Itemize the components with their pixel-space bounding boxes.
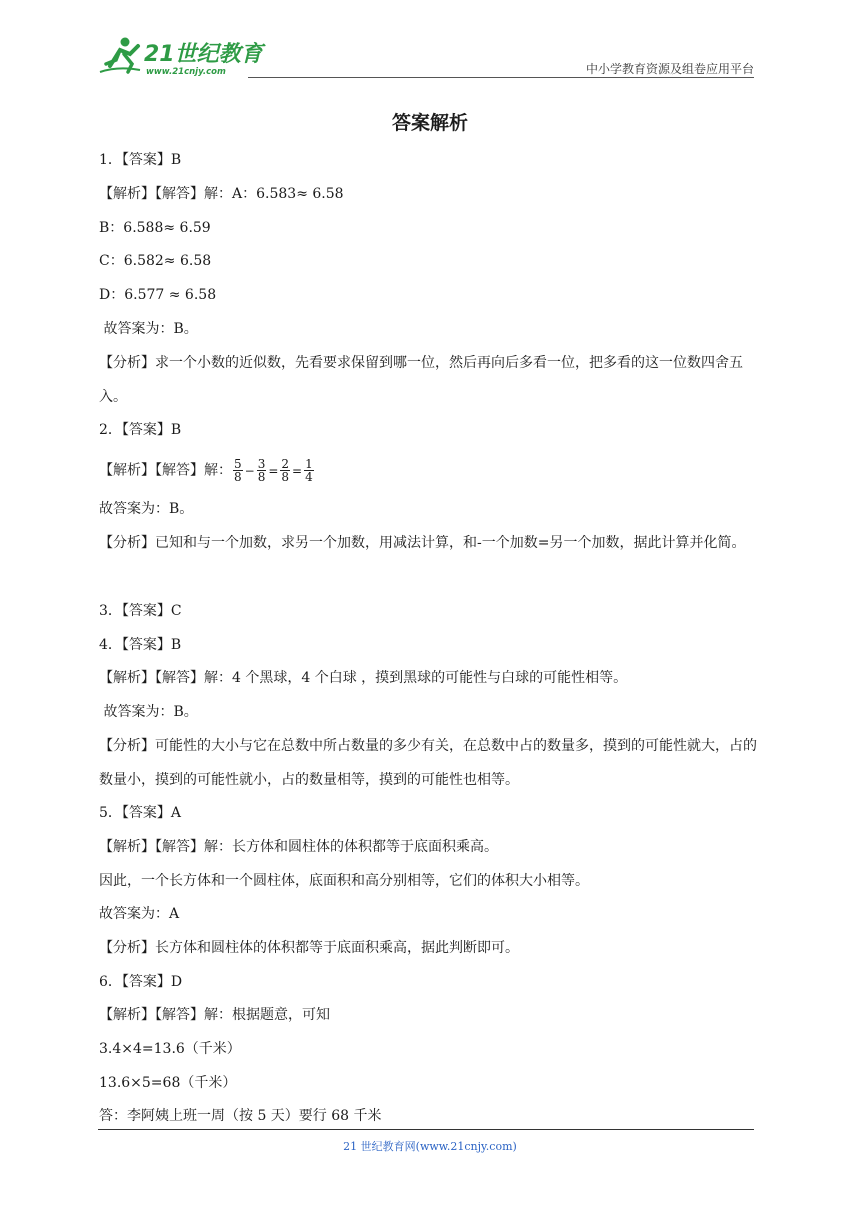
analysis-6-line: 【解析】【解答】解：根据题意，可知 xyxy=(99,1007,330,1023)
method-4: 【分析】可能性的大小与它在总数中所占数量的多少有关，在总数中占的数量多，摸到的可能性就大，占的数量小，摸到的可能性就小，占的数量相等，摸到的可能性也相等。 xyxy=(99,738,757,788)
page-header xyxy=(98,30,754,78)
fraction-1-4: $\frac{1}{4}$ xyxy=(305,457,313,484)
fraction-3-8: $\frac{3}{8}$ xyxy=(257,457,266,484)
conclusion-2: 故答案为：B。 xyxy=(99,501,194,517)
svg-text:www.21cnjy.com: www.21cnjy.com xyxy=(146,67,226,76)
equals-sign: = xyxy=(268,463,279,478)
conclusion-4: 故答案为：B。 xyxy=(99,704,198,720)
analysis-2-line xyxy=(99,458,315,483)
answer-4-line: 4．【答案】B xyxy=(99,637,182,653)
footer-link[interactable]: 21 世纪教育网(www.21cnjy.com) xyxy=(343,1140,517,1153)
method-2: 【分析】已知和与一个加数，求另一个加数，用减法计算，和-一个加数=另一个加数，据此计算并化简。 xyxy=(99,535,746,551)
fraction-expression xyxy=(232,458,315,483)
analysis-4-line: 【解析】【解答】解：4 个黑球，4 个白球 ，摸到黑球的可能性与白球的可能性相等。 xyxy=(99,670,628,686)
analysis-5-cont: 因此，一个长方体和一个圆柱体，底面积和高分别相等，它们的体积大小相等。 xyxy=(99,873,589,889)
header-divider xyxy=(248,77,754,78)
answer-1-line: 1．【答案】B xyxy=(99,152,182,168)
equals-sign-2: = xyxy=(292,463,303,478)
answer-6-line: 6．【答案】D xyxy=(99,974,183,990)
analysis-1-line: 【解析】【解答】解：A：6.583≈ 6.58 xyxy=(99,186,344,202)
logo xyxy=(98,32,268,76)
analysis-1-c: C：6.582≈ 6.58 xyxy=(99,253,212,269)
fraction-5-8: $\frac{5}{8}$ xyxy=(234,457,242,484)
platform-name: 中小学教育资源及组卷应用平台 xyxy=(585,62,754,76)
analysis-1-d: D：6.577 ≈ 6.58 xyxy=(99,287,217,303)
method-5: 【分析】长方体和圆柱体的体积都等于底面积乘高，据此判断即可。 xyxy=(99,940,519,956)
answer-2-line: 2．【答案】B xyxy=(99,422,182,438)
page-title: 答案解析 xyxy=(391,112,468,134)
conclusion-1: 故答案为：B。 xyxy=(99,321,198,337)
analysis-1-b: B：6.588≈ 6.59 xyxy=(99,220,211,236)
calc-6-step2: 13.6×5=68（千米） xyxy=(99,1075,237,1091)
analysis-2-label: 【解析】【解答】解： xyxy=(99,462,232,479)
answer-3-line: 3．【答案】C xyxy=(99,603,182,619)
conclusion-5: 故答案为：A xyxy=(99,906,180,922)
answer-5-line: 5．【答案】A xyxy=(99,805,182,821)
minus-sign: − xyxy=(244,463,255,478)
svg-text:21世纪教育: 21世纪教育 xyxy=(144,42,263,67)
calc-6-step1: 3.4×4=13.6（千米） xyxy=(99,1041,241,1057)
method-1: 【分析】求一个小数的近似数，先看要求保留到哪一位，然后再向后多看一位，把多看的这一位数四舍五入。 xyxy=(99,355,743,405)
answer-6-sentence: 答：李阿姨上班一周（按 5 天）要行 68 千米 xyxy=(99,1108,382,1124)
fraction-2-8: $\frac{2}{8}$ xyxy=(281,457,290,484)
analysis-5-line: 【解析】【解答】解：长方体和圆柱体的体积都等于底面积乘高。 xyxy=(99,839,498,855)
footer-divider xyxy=(98,1129,754,1130)
